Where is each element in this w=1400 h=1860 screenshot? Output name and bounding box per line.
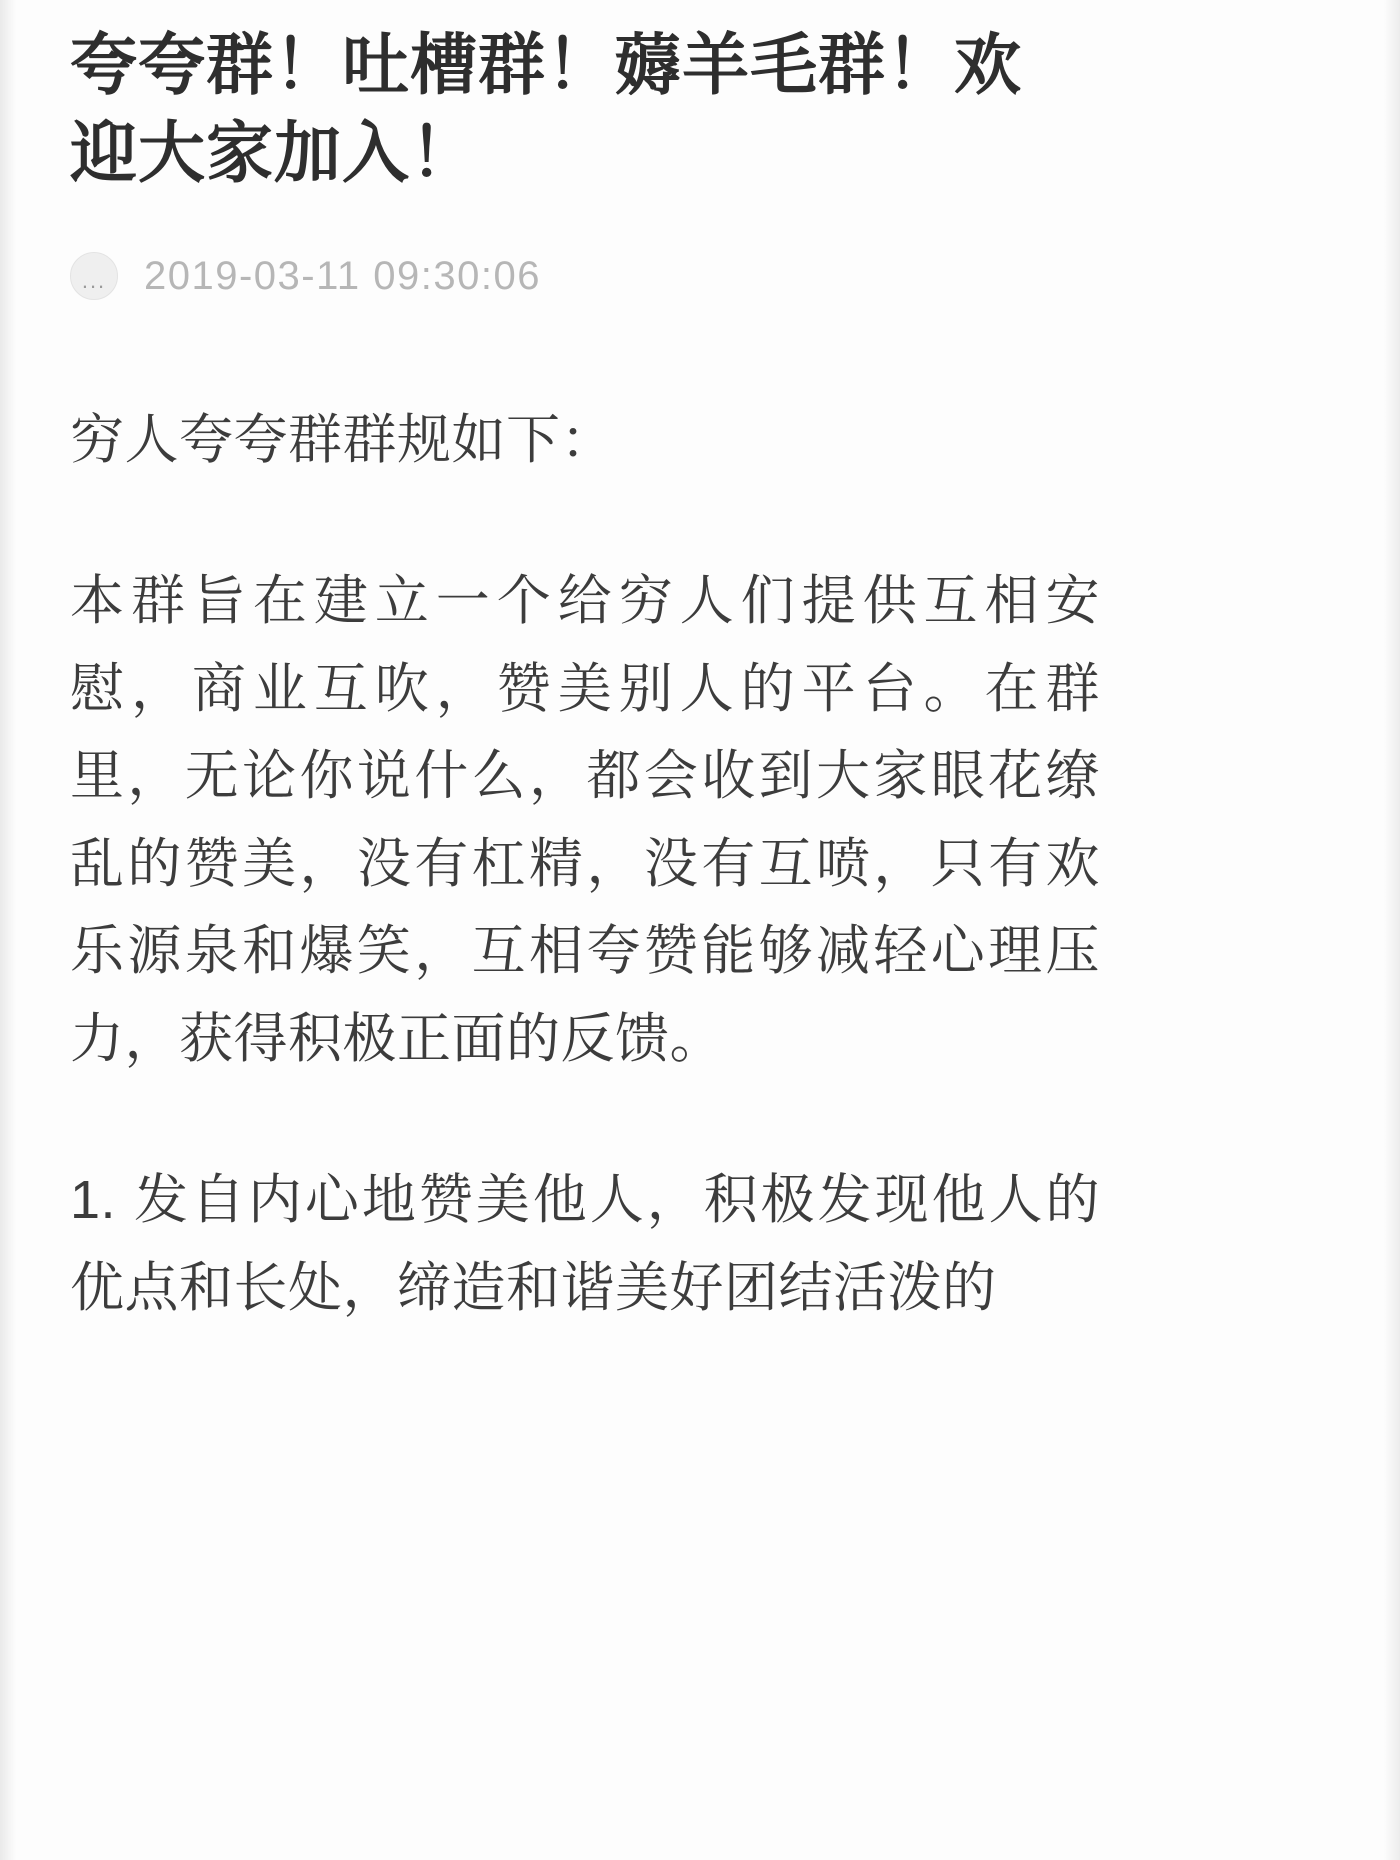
paragraph-purpose: 本群旨在建立一个给穷人们提供互相安慰，商业互吹，赞美别人的平台。在群里，无论你说什么，都会收到大家眼花缭乱的赞美，没有杠精，没有互喷，只有欢乐源泉和爆笑，互相夸赞能够减轻心理压力，获得积极正面的反馈。: [70, 571, 1100, 1069]
paragraph-rule-1: 1. 发自内心地赞美他人，积极发现他人的优点和长处，缔造和谐美好团结活泼的: [70, 1170, 1100, 1318]
page-title: 夸夸群！吐槽群！薅羊毛群！欢迎大家加入！: [70, 28, 1022, 192]
paragraph-intro: 穷人夸夸群群规如下：: [70, 409, 615, 470]
avatar[interactable]: [70, 252, 118, 300]
avatar-placeholder-dots: ...: [81, 267, 107, 293]
article-body: [70, 397, 1330, 1332]
article-meta: [70, 251, 1330, 301]
publish-timestamp: 2019-03-11 09:30:06: [144, 253, 541, 298]
